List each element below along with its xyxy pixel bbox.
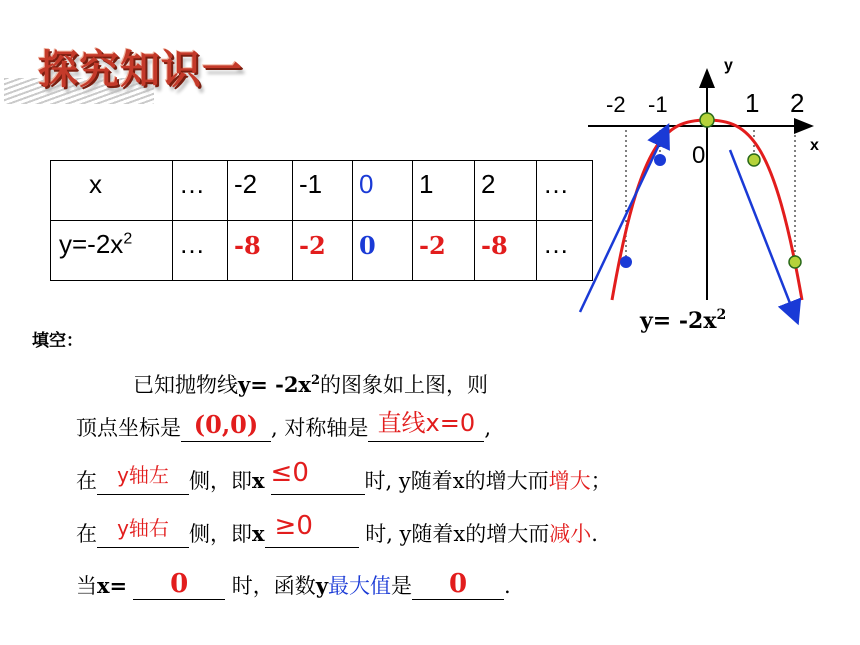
equation-text: y= -2x — [640, 308, 717, 334]
highlight-max-value: 最大值 — [328, 574, 392, 598]
text: x= — [97, 573, 128, 598]
text: 在 — [76, 469, 97, 493]
answer-xval: 0 — [170, 569, 189, 599]
table-cell: 0 — [353, 221, 413, 281]
answer-axis: 直线x=0 — [377, 409, 476, 437]
point-neg1 — [654, 154, 666, 166]
text: y — [315, 573, 329, 598]
table-header-y-text: y=-2x — [59, 229, 124, 259]
answer-vertex: (0,0) — [193, 410, 259, 439]
table-cell: 1 — [413, 161, 475, 221]
increasing-arrow — [580, 132, 665, 312]
answer-blank-axis[interactable] — [368, 409, 484, 442]
text: ； — [590, 469, 612, 493]
origin-label: 0 — [692, 142, 706, 169]
table-cell: -2 — [293, 221, 353, 281]
text: 时，函数 — [225, 574, 316, 598]
answer-blank-side-right[interactable] — [97, 516, 189, 548]
y-axis-label: y — [724, 57, 733, 74]
text: . — [591, 522, 598, 546]
fill-heading: 填空： — [32, 331, 83, 351]
tick-label: -2 — [606, 92, 626, 117]
table-cell: -1 — [293, 161, 353, 221]
vertex-point — [700, 113, 714, 127]
answer-trend-decrease: 减小 — [549, 522, 592, 546]
tick-label: 2 — [790, 88, 805, 118]
equation-label — [639, 307, 726, 334]
table-cell: 0 — [353, 161, 413, 221]
table-cell: … — [173, 161, 228, 221]
table-header-y-exponent: 2 — [123, 230, 133, 248]
intro-suffix: 的图象如上图，则 — [320, 373, 489, 397]
text: 在 — [76, 522, 97, 546]
table-cell: -2 — [228, 161, 293, 221]
intro-exponent: 2 — [310, 373, 321, 388]
equation-exponent: 2 — [716, 307, 727, 323]
decreasing-arrow — [730, 150, 795, 316]
line-vertex-axis — [76, 409, 492, 442]
line-right-side — [76, 511, 598, 548]
answer-blank-maxval[interactable] — [412, 569, 504, 600]
text: 侧，即 — [189, 469, 252, 493]
answer-range-left: ≤0 — [270, 458, 309, 488]
tick-label: 1 — [745, 88, 760, 118]
text: 顶点坐标是 — [76, 416, 181, 440]
table-cell: -8 — [228, 221, 293, 281]
answer-blank-range-left[interactable] — [270, 458, 365, 495]
intro-text: 已知抛物线 — [133, 373, 238, 397]
table-cell: -2 — [413, 221, 475, 281]
text: x — [252, 521, 265, 546]
answer-blank-xval[interactable] — [133, 569, 225, 600]
text: , — [484, 416, 492, 440]
table-cell: … — [537, 221, 593, 281]
table-cell: -8 — [475, 221, 537, 281]
table-cell: 2 — [475, 161, 537, 221]
answer-side-right: y轴右 — [117, 516, 169, 540]
point-pos1 — [748, 154, 760, 166]
tick-label: -1 — [648, 92, 668, 117]
table-header-x: x — [51, 161, 173, 221]
text: x — [252, 468, 265, 493]
answer-maxval: 0 — [448, 569, 468, 599]
intro-line — [133, 369, 488, 399]
intro-function: y= -2x — [238, 372, 311, 397]
table-cell: … — [173, 221, 228, 281]
point-neg2 — [620, 256, 632, 268]
answer-range-right: ≥0 — [274, 511, 313, 541]
x-axis-label: x — [810, 137, 819, 154]
point-pos2 — [789, 256, 801, 268]
text: , 对称轴是 — [271, 416, 369, 440]
text: 当 — [76, 574, 97, 598]
text: 时, y随着x的增大而 — [358, 522, 550, 546]
line-left-side — [76, 458, 612, 495]
text: . — [504, 574, 511, 598]
answer-blank-vertex[interactable] — [181, 410, 271, 442]
answer-blank-side-left[interactable] — [97, 463, 189, 495]
text: 时, y随着x的增大而 — [364, 469, 549, 493]
slide-title: 探究知识一 — [38, 47, 243, 93]
table-cell: … — [537, 161, 593, 221]
text: 侧，即 — [189, 522, 252, 546]
text: 是 — [391, 574, 413, 598]
answer-blank-range-right[interactable] — [265, 511, 359, 548]
answer-trend-increase: 增大 — [548, 469, 591, 493]
line-max-value — [76, 570, 511, 600]
answer-side-left: y轴左 — [117, 463, 169, 487]
